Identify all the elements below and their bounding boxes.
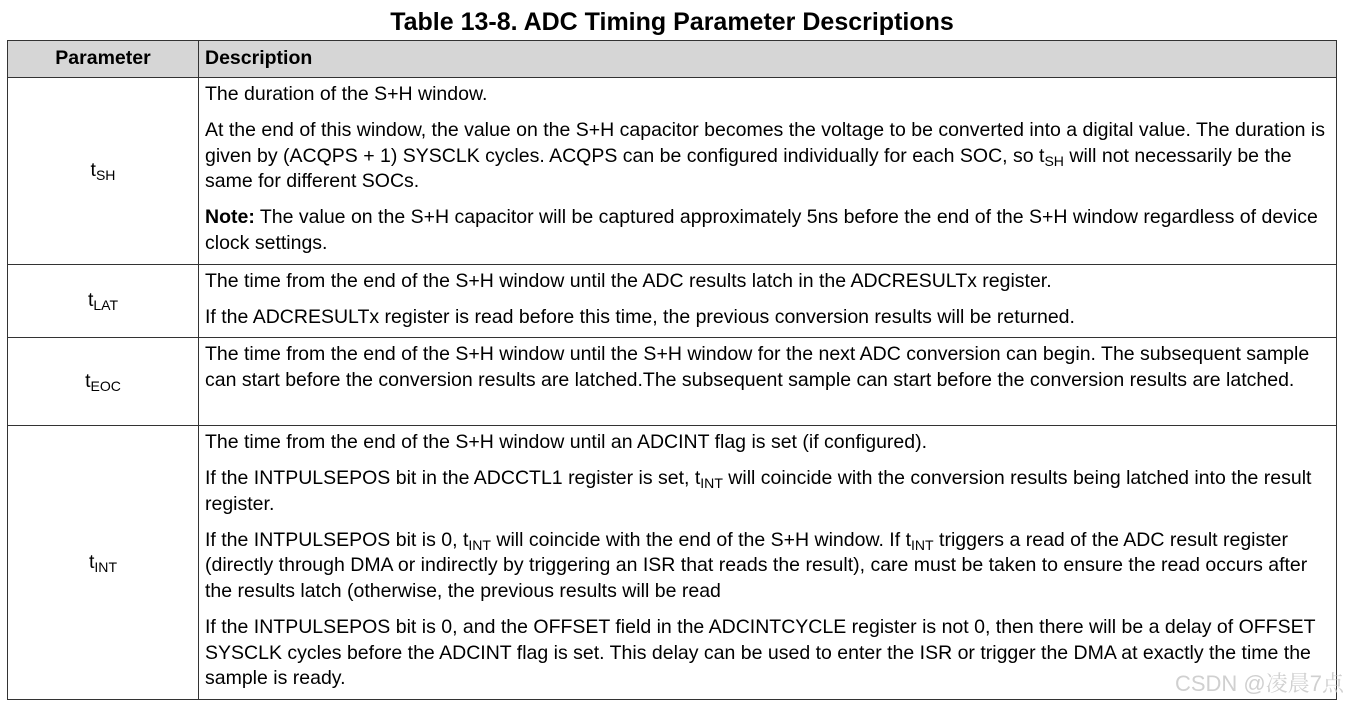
description-paragraph: The duration of the S+H window.: [205, 83, 488, 105]
note-label: Note:: [205, 206, 255, 229]
symbol-subscript: INT: [911, 536, 934, 553]
description-paragraph: [205, 528, 1332, 605]
param-base: t: [87, 289, 94, 312]
note-text: The value on the S+H capacitor will be captured approximately 5ns before the end of the S+H window regardless of device clock settings.: [205, 206, 1318, 254]
symbol-base: t: [1039, 144, 1045, 167]
text-span: If the INTPULSEPOS bit is 0,: [205, 528, 463, 551]
text-span: will coincide with the end of the S+H window. If: [490, 528, 906, 551]
param-base: t: [88, 550, 95, 573]
description-tint: [199, 426, 1337, 700]
description-teoc: [199, 338, 1337, 426]
table-row-tsh: [8, 78, 1337, 265]
watermark: CSDN @凌晨7点: [1174, 671, 1344, 696]
description-paragraph: [205, 466, 1332, 517]
param-subscript: INT: [94, 558, 118, 575]
parameter-tint: [8, 426, 199, 700]
parameter-tsh: [8, 78, 199, 265]
parameter-teoc: [8, 338, 199, 426]
symbol-subscript: INT: [468, 536, 491, 553]
symbol-base: t: [462, 528, 469, 551]
description-tsh: [199, 78, 1337, 265]
description-paragraph: If the INTPULSEPOS bit is 0, and the OFFSET field in the ADCINTCYCLE register is not 0, then there will be a delay of OFFSET SYSCLK cycles before the ADCINT flag is set. This delay can be used to enter the ISR or trigger the DMA at exactly the time the sample is ready.: [205, 616, 1316, 690]
param-base: t: [90, 159, 96, 182]
description-paragraph: [205, 118, 1332, 195]
parameter-tlat: [8, 265, 199, 338]
description-paragraph: The time from the end of the S+H window until the S+H window for the next ADC conversion can begin. The subsequent sample can start before the conversion results are latched.The subsequent sample can start before the conversion results are latched.: [205, 343, 1310, 391]
note-paragraph: [205, 205, 1332, 256]
symbol-subscript: INT: [700, 475, 723, 492]
text-span: triggers a read of the ADC result register (directly through DMA or indirectly by triggering an ISR that reads the result), care must be taken to ensure the read occurs after the results latch (otherwise, the previous results will be read: [205, 528, 1308, 602]
symbol-base: t: [905, 528, 911, 551]
table-row-teoc: [8, 338, 1337, 426]
text-span: If the INTPULSEPOS bit in the ADCCTL1 register is set,: [205, 467, 695, 490]
param-base: t: [85, 369, 91, 392]
description-header: Description: [199, 41, 1337, 78]
table-header-row: [8, 41, 1337, 78]
description-paragraph: The time from the end of the S+H window until the ADC results latch in the ADCRESULTx register.: [205, 270, 1052, 292]
text-span: At the end of this window, the value on the S+H capacitor becomes the voltage to be converted into a digital value. The duration is given by (ACQPS + 1) SYSCLK cycles. ACQPS can be configured individually for each SOC, so: [205, 119, 1325, 167]
adc-timing-table: [7, 40, 1337, 700]
table-title: Table 13-8. ADC Timing Parameter Descriptions: [390, 8, 954, 36]
parameter-header: Parameter: [8, 41, 199, 78]
table-row-tint: [8, 426, 1337, 700]
symbol-base: t: [694, 467, 701, 490]
description-paragraph: If the ADCRESULTx register is read before this time, the previous conversion results will be returned.: [205, 306, 1075, 329]
table-row-tlat: [8, 265, 1337, 338]
description-tlat: [199, 265, 1337, 338]
symbol-subscript: SH: [1044, 152, 1064, 169]
param-subscript: EOC: [90, 377, 121, 394]
param-subscript: LAT: [93, 297, 119, 314]
param-subscript: SH: [95, 167, 116, 184]
description-paragraph: The time from the end of the S+H window until an ADCINT flag is set (if configured).: [205, 431, 928, 453]
text-span: will not necessarily be the same for different SOCs.: [205, 144, 1292, 193]
text-span: will coincide with the conversion results being latched into the result register.: [205, 467, 1312, 515]
